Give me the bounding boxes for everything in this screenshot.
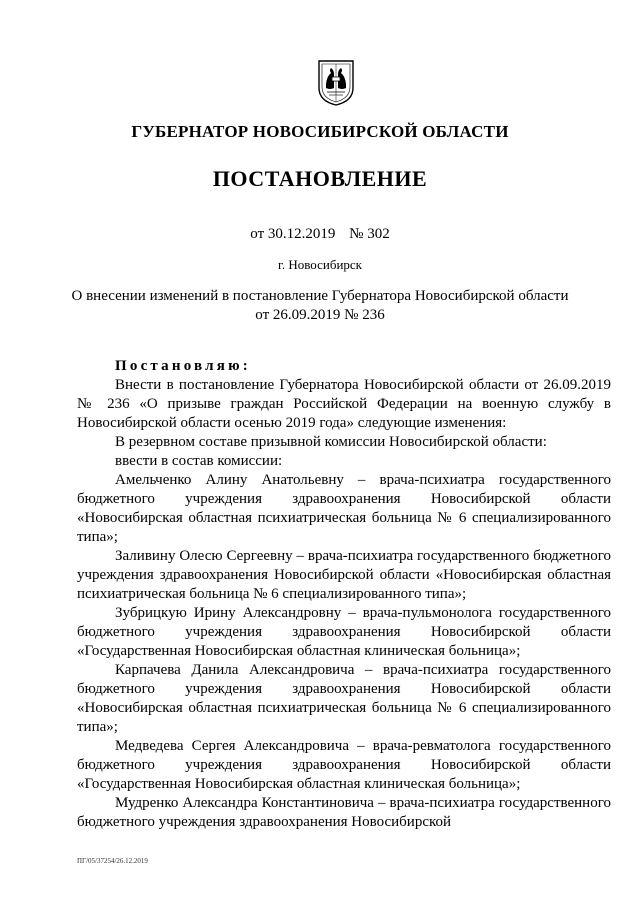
body-paragraph: Зубрицкую Ирину Александровну – врача-пульмонолога государственного бюджетного учреждения здравоохранения Новосибирской области «Государственная Новосибирская областная клиническая больница»; (77, 605, 611, 659)
resolve-heading: Постановляю: (115, 358, 251, 374)
body-paragraph: Внести в постановление Губернатора Новосибирской области от 26.09.2019 № 236 «О призыве граждан Российской Федерации на военную службу в Новосибирской области осенью 2019 года» следующие изменения: (77, 377, 611, 431)
document-body (77, 357, 611, 832)
body-paragraph: Мудренко Александра Константиновича – врача-психиатра государственного бюджетного учреждения здравоохранения Новосибирской (77, 795, 611, 830)
subject-line-2: от 26.09.2019 № 236 (255, 307, 385, 323)
body-paragraph: ввести в состав комиссии: (115, 453, 283, 469)
document-type: ПОСТАНОВЛЕНИЕ (212, 166, 428, 191)
body-paragraph: Карпачева Данила Александровича – врача-психиатра государственного бюджетного учреждения здравоохранения Новосибирской области «Новосибирская областная психиатрическая больница № 6 специализированного типа»; (77, 662, 611, 735)
document-date: от 30.12.2019 (250, 226, 336, 242)
coat-of-arms-icon (317, 58, 355, 106)
body-paragraph: Медведева Сергея Александровича – врача-ревматолога государственного бюджетного учреждения здравоохранения Новосибирской области «Государственная Новосибирская областная клиническая больница»; (77, 738, 611, 792)
document-number: № 302 (349, 226, 390, 242)
city-name: г. Новосибирск (277, 257, 362, 272)
governor-title: ГУБЕРНАТОР НОВОСИБИРСКОЙ ОБЛАСТИ (131, 122, 509, 141)
date-number-line (0, 226, 640, 243)
body-paragraph: В резервном составе призывной комиссии Новосибирской области: (115, 434, 547, 450)
subject-line-1: О внесении изменений в постановление Губернатора Новосибирской области (71, 288, 569, 304)
body-paragraph: Амельченко Алину Анатольевну – врача-психиатра государственного бюджетного учреждения здравоохранения Новосибирской области «Новосибирская областная психиатрическая больница № 6 специализированного типа»; (77, 472, 611, 545)
document-subject (0, 287, 640, 325)
footer-code: ПГ/05/37254/26.12.2019 (77, 857, 148, 865)
body-paragraph: Заливину Олесю Сергеевну – врача-психиатра государственного бюджетного учреждения здравоохранения Новосибирской области «Новосибирская областная психиатрическая больница № 6 специализированного типа»; (77, 548, 611, 602)
